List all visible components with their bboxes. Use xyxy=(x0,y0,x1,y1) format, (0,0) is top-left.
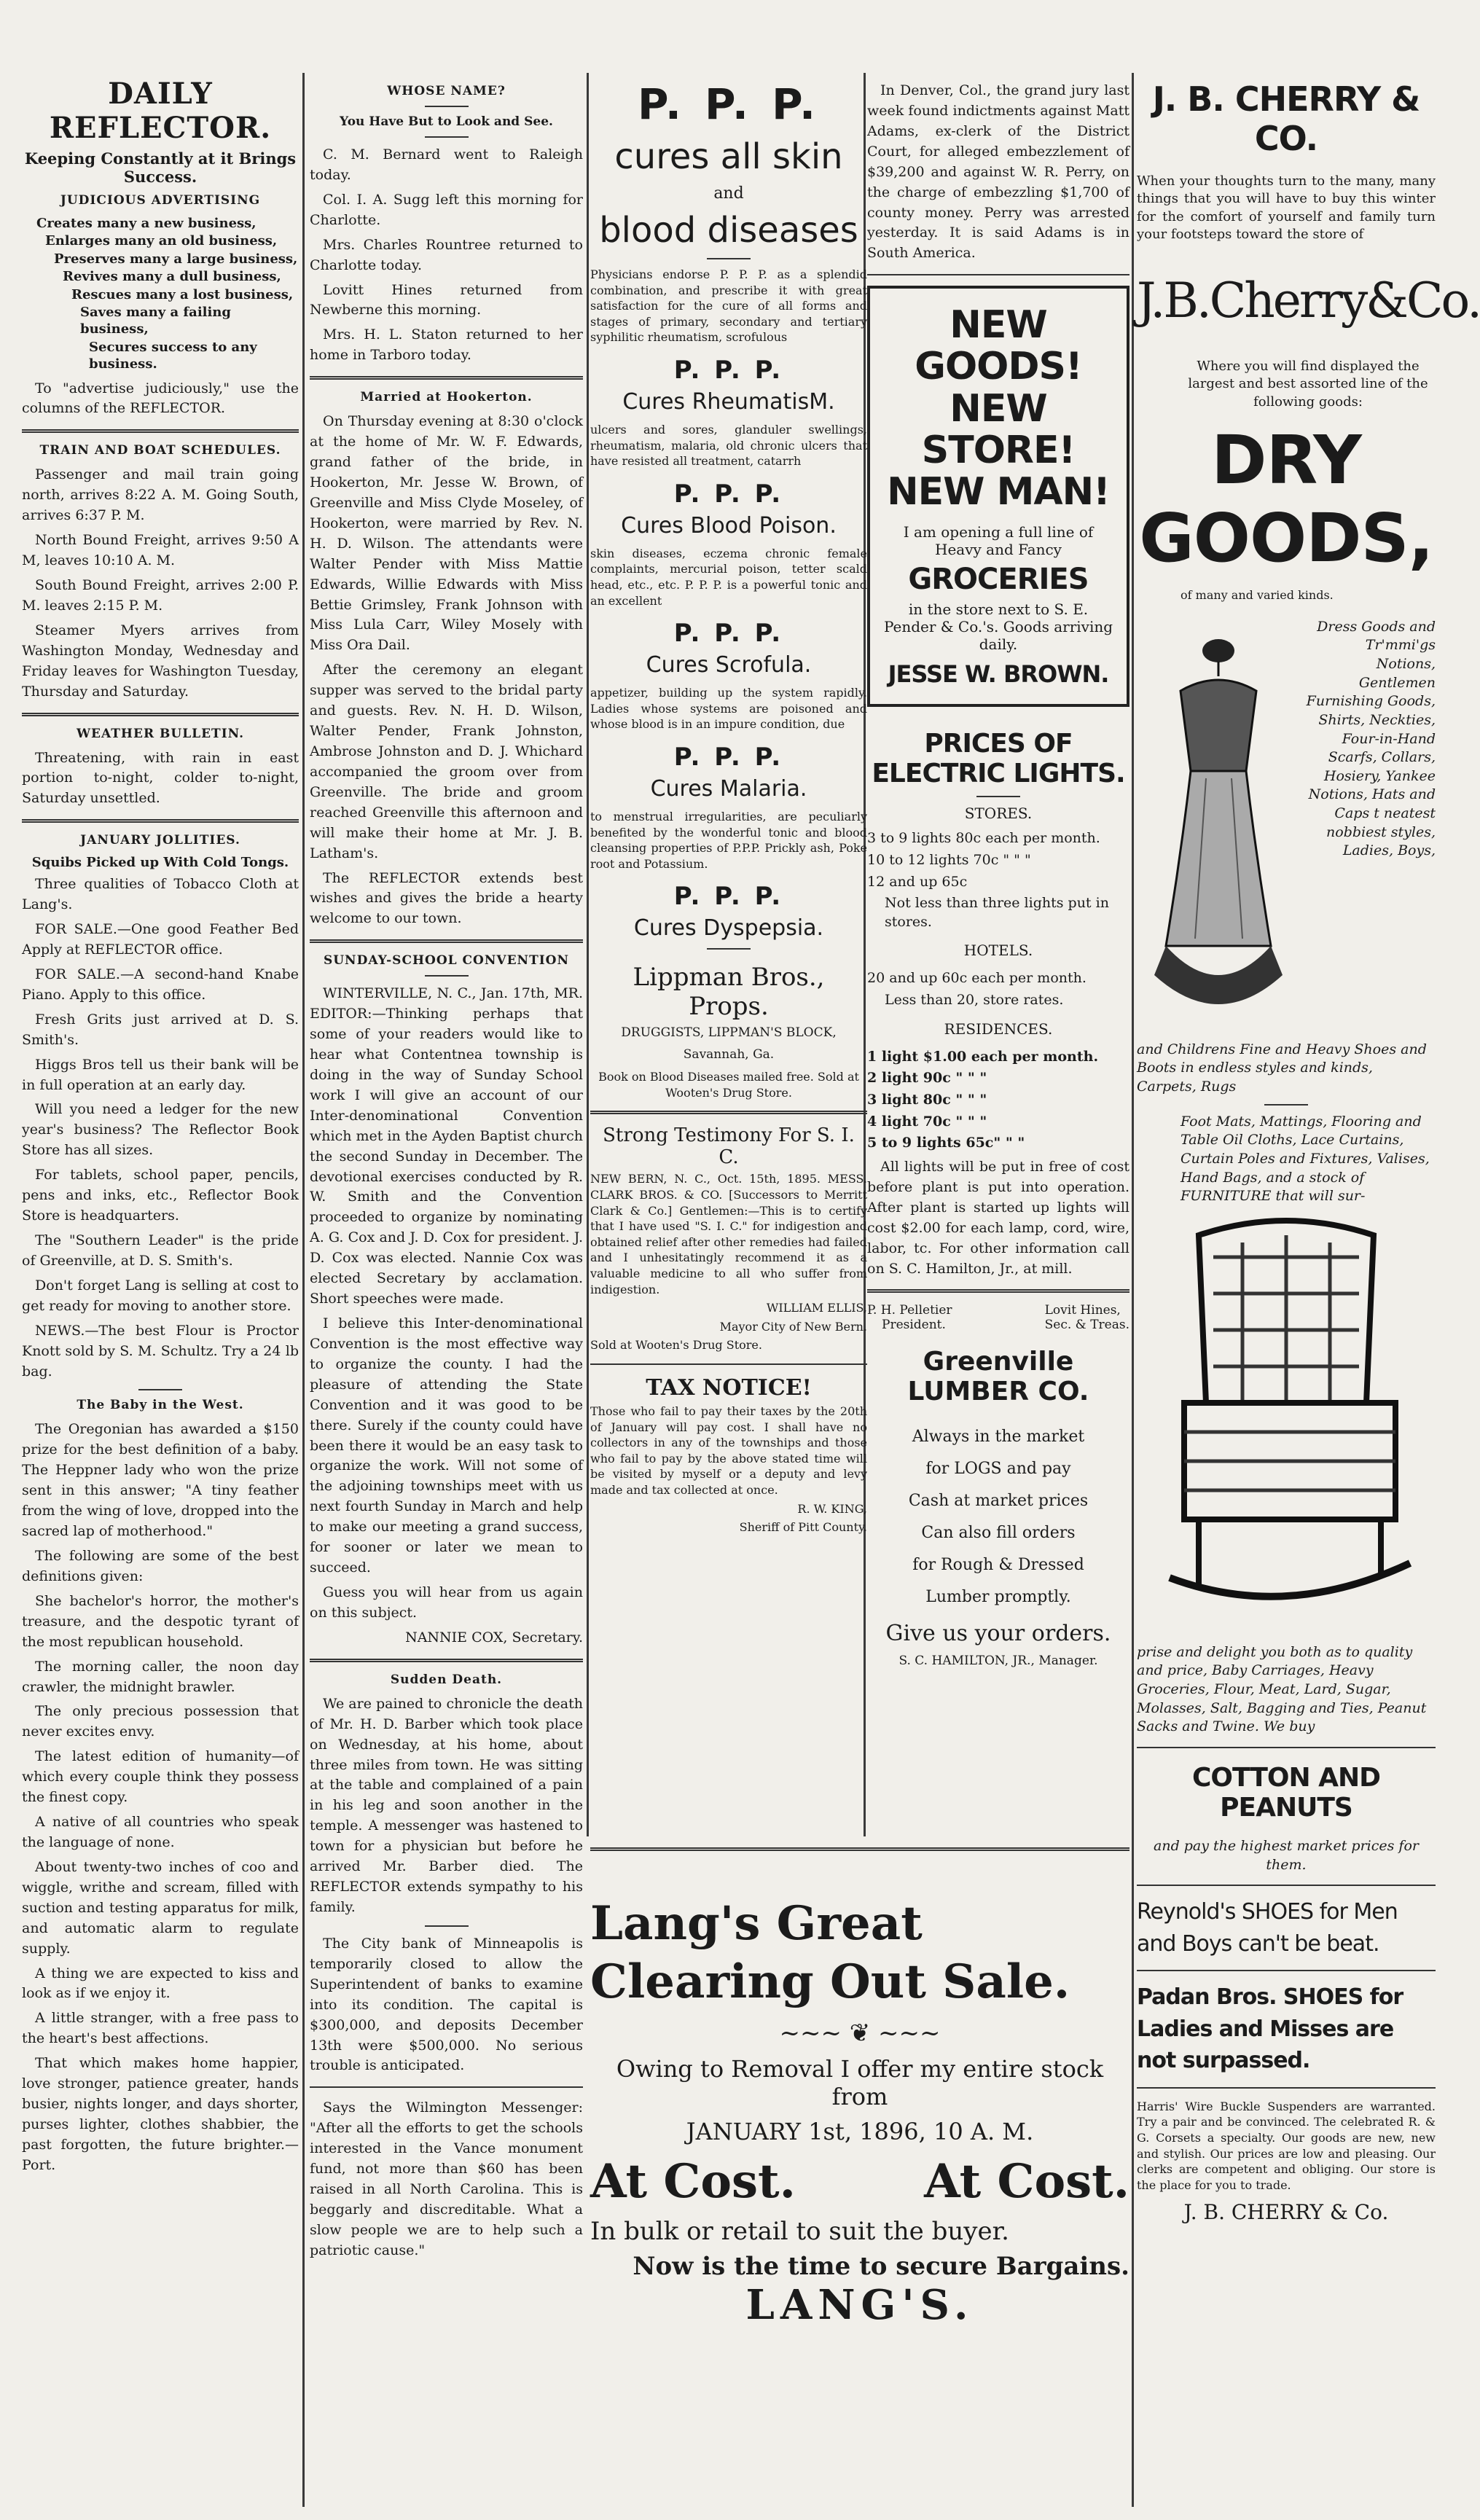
column-rule xyxy=(1132,73,1134,2507)
column-rule xyxy=(587,73,589,1836)
column-2: WHOSE NAME? You Have But to Look and See. C. M. Bernard went to Raleigh today. Col. I. A. Sugg left this morning for Charlotte. Mrs. Charles Rountree returned to Charlotte today. Lovitt Hines returned from Newberne this morning. Mrs. H. L. Staton returned to her home in Tarboro today. Married at Hookerton. On Thursday evening at 8:30 o'clock at the home of Mr. W. F. Edwards, grand father of the bride, in Hookerton, Mr. Jesse W. Brown, of Greenville and Miss Clyde Moseley, of Hookerton, were married by Rev. N. H. D. Wilson. The attendants were Walter Pender with Miss Mattie Edwards, Willie Edwards with Miss Bettie Grimsley, Frank Johnson with Miss Lula Carr, Wiley Mosely with Miss Ora Dail. After the ceremony an elegant supper was served to the bridal party and guests. Rev. N. H. D. Wilson, Walter Pender, Frank Johnston, Ambrose Johnston and D. J. Whichard accompanied the groom over from Greenville. The bride and groom reached Greenville this afternoon and will make their home at Mr. J. B. Latham's. The REFLECTOR extends best wishes and gives the bride a hearty welcome to our town. SUNDAY-SCHOOL CONVENTION WINTERVILLE, N. C., Jan. 17th, MR. EDITOR:—Thinking perhaps that some of your readers would like to hear what Contentnea township is doing in the way of Sunday School work I will give an account of our Inter-denominational Convention which met in the Ayden Baptist church the second Sunday in December. The devotional exercises conducted by R. W. Smith and the Convention proceeded to organize by nominating A. G. Cox and J. D. Cox for president. J. D. Cox was elected. Nannie Cox was elected Secretary by acclamation. Short speeches were made. I believe this Inter-denominational Convention is the most effective way to organize the county. I had the pleasure of attending the State Convention and it was good to be there. Surely if the county could have been there it would be an easy task to organize the work. Will not some of the adjoining townships meet with us next fourth Sunday in March and help to make our meeting a grand success, for sooner or later we mean to succeed. Guess you will hear from us again on this subject. NANNIE COX, Secretary. Sudden Death. We are pained to chronicle the death of Mr. H. D. Barber which took place on Wednesday, at his home, about three miles from town. He was sitting at the table and complained of a pain in his leg and soon another in the temple. A messenger was hastened to town for a physician but before he arrived Mr. Barber died. The REFLECTOR extends sympathy to his family. The City bank of Minneapolis is temporarily closed to allow the Superintendent of banks to examine into its condition. The capital is $300,000, and deposits December 13th were $500,000. No serious trouble is anticipated. Says the Wilmington Messenger: "After all the efforts to get the schools interested in the Vance monument fund, not more than $60 has been raised in all North Carolina. This is beggarly and discreditable. What a slow people we are to help such a patriotic cause." xyxy=(310,84,583,2258)
weather-heading: WEATHER BULLETIN. xyxy=(76,726,245,741)
convention-heading: SUNDAY-SCHOOL CONVENTION xyxy=(323,953,570,969)
advertise-note: To "advertise judiciously," use the columns of the REFLECTOR. xyxy=(22,380,299,417)
jollities-heading: JANUARY JOLLITIES. xyxy=(80,833,240,848)
masthead: DAILY REFLECTOR. xyxy=(49,77,272,145)
married-heading: Married at Hookerton. xyxy=(360,390,533,405)
column-1: DAILY REFLECTOR. Keeping Constantly at it Brings Success. JUDICIOUS ADVERTISING Creates many a new business, Enlarges many an old business, Preserves many a large business, Revives many a dull business, Rescues many a lost business, Saves many a failing business, Secures success to any business. To "advertise judiciously," use the columns of the REFLECTOR. TRAIN AND BOAT SCHEDULES. Passenger and mail train going north, arrives 8:22 A. M. Going South, arrives 6:37 P. M. North Bound Freight, arrives 9:50 A M, leaves 10:10 A. M. South Bound Freight, arrives 2:00 P. M. leaves 2:15 P. M. Steamer Myers arrives from Washington Monday, Wednesday and Friday leaves for Washington Tuesday, Thursday and Saturday. WEATHER BULLETIN. Threatening, with rain in east portion to-night, colder to-night, Saturday unsettled. JANUARY JOLLITIES. Squibs Picked up With Cold Tongs. Three qualities of Tobacco Cloth at Lang's. FOR SALE.—One good Feather Bed Apply at REFLECTOR office. FOR SALE.—A second-hand Knabe Piano. Apply to this office. Fresh Grits just arrived at D. S. Smith's. Higgs Bros tell us their bank will be in full operation at an early day. Will you need a ledger for the new year's business? The Reflector Book Store has all sizes. For tablets, school paper, pencils, pens and inks, etc., Reflector Book Store is headquarters. The "Southern Leader" is the pride of Greenville, at D. S. Smith's. Don't forget Lang is selling at cost to get ready for moving to another store. NEWS.—The best Flour is Proctor Knott sold by S. M. Schultz. Try a 24 lb bag. The Baby in the West. The Oregonian has awarded a $150 prize for the best definition of a baby. The Heppner lady who won the prize sent in this answer; "A tiny feather from the wing of love, dropped into the sacred lap of motherhood." The following are some of the best definitions given: She bachelor's horror, the mother's treasure, and the despotic tyrant of the most republican household. The morning caller, the noon day crawler, the midnight brawler. The only precious possession that never excites envy. The latest edition of humanity—of which every couple think they possess the finest copy. A native of all countries who speak the language of none. About twenty-two inches of coo and wiggle, writhe and scream, filled with suction and testing apparatus for milk, and automatic alarm to regulate supply. A thing we are expected to kiss and look as if we enjoy it. A little stranger, with a free pass to the heart's best affections. That which makes home happier, love stronger, patience greater, hands busier, nights longer, and days shorter, purses lighter, clothes shabbier, the past forgotten, the future brighter.—Port. xyxy=(22,77,299,2173)
rocking-chair-illustration xyxy=(1155,1213,1417,1636)
motto: Keeping Constantly at it Brings Success. xyxy=(24,149,297,186)
judicious-list: Creates many a new business, Enlarges many an old business, Preserves many a large business, Revives many a dull business, Rescues many a lost business, Saves many a failing business, Secures success to any business. xyxy=(36,216,298,372)
baby-heading: The Baby in the West. xyxy=(77,1398,244,1413)
dress-form-illustration xyxy=(1137,625,1304,1033)
new-goods-ad: NEW GOODS! NEW STORE! NEW MAN! I am opening a full line of Heavy and Fancy GROCERIES in the store next to S. E. Pender & Co.'s. Goods arriving daily. JESSE W. BROWN. xyxy=(867,286,1129,707)
whose-heading: WHOSE NAME? xyxy=(387,84,506,98)
judicious-heading: JUDICIOUS ADVERTISING xyxy=(60,193,261,208)
langs-ad: Lang's Great Clearing Out Sale. ~~~ ❦ ~~~ Owing to Removal I offer my entire stock from JANUARY 1st, 1896, 10 A. M. At Cost. At Cost. In bulk or retail to suit the buyer. Now is the time to secure Bargains. LANG'S. xyxy=(590,1847,1129,2329)
lumber-company-name: Greenville LUMBER CO. xyxy=(907,1347,1089,1407)
train-heading: TRAIN AND BOAT SCHEDULES. xyxy=(39,443,281,458)
column-rule xyxy=(302,73,305,2507)
column-4: In Denver, Col., the grand jury last week found indictments against Matt Adams, ex-clerk of the District Court, for alleged embezzlement of $39,200 and against W. R. Perry, on the charge of embezzling $1,700 of county money. Perry was arrested yesterday. It is said Adams is in South America. NEW GOODS! NEW STORE! NEW MAN! I am opening a full line of Heavy and Fancy GROCERIES in the store next to S. E. Pender & Co.'s. Goods arriving daily. JESSE W. BROWN. PRICES OF ELECTRIC LIGHTS. STORES. 3 to 9 lights 80c each per month. 10 to 12 lights 70c " " " 12 and up 65c Not less than three lights put in stores. HOTELS. 20 and up 60c each per month. Less than 20, store rates. RESIDENCES. 1 light $1.00 each per month. 2 light 90c " " " 3 light 80c " " " 4 light 70c " " " 5 to 9 lights 65c" " " All lights will be put in free of cost before plant is put into operation. After plant is started up lights will cost $2.00 for each lamp, cord, wire, labor, tc. For other information call on S. C. Hamilton, Jr., at mill. P. H. Pelletier President. Lovit Hines, Sec. & Treas. Greenville LUMBER CO. Always in the market for LOGS and pay Cash at market prices Can also fill orders for Rough & Dressed Lumber promptly. Give us your orders. S. C. HAMILTON, JR., Manager. xyxy=(867,82,1129,1669)
column-5-cherry-ad: J. B. CHERRY & CO. When your thoughts turn to the many, many things that you will have to buy this winter for the comfort of yourself and family turn your footsteps toward the store of J.B.Cherry&Co. Where you will find displayed the largest and best assorted line of the following goods: DRY GOODS, of many and varied kinds. Dress Goods and Tr'mmi'gs Notions, Gentlemen Furnishing Goods, Shirts, Neckties, Four-in-Hand Scarfs, Collars, Hosiery, Yankee Notions, Hats and Caps t neatest nobbiest styles, Ladies, Boys, and Childrens Fine and Heavy Shoes and Boots in endless styles and kinds, Carpets, Rugs Foot Mats, Mattings, Flooring and Table Oil Cloths, Lace Curtains, Curtain Poles and Fixtures, Valises, Hand Bags, and a stock of FURNITURE that will sur- prise and delight you both as to quality and price, Baby Carriages, Heavy Groceries, Flour, Meat, Lard, Sugar, Molasses, Salt, Bagging and Ties, Peanut Sacks and Twine. We buy COTTON AND PEANUTS and pay the highest market prices for them. Reynold's SHOES for Men and Boys can't be beat. Padan Bros. SHOES for Ladies and Misses are not surpassed. Harris' Wire Buckle Suspenders are warranted. Try a pair and be convinced. The celebrated R. & G. Corsets a specialty. Our goods are new, new and stylish. Our prices are low and pleasing. Our clerks are competent and obliging. Our store is the place for you to trade. J. B. CHERRY & Co. xyxy=(1137,79,1480,2225)
column-3-ppp-ad: P. P. P. cures all skin and blood diseases Physicians endorse P. P. P. as a splendid combination, and prescribe it with great satisfaction for the cure of all forms and stages of primary, secondary and tertiary syphilitic rheumatism, scrofulous P. P. P. Cures RheumatisM. ulcers and sores, glanduler swellings, rheumatism, malaria, old chronic ulcers that have resisted all treatment, catarrh P. P. P. Cures Blood Poison. skin diseases, eczema chronic female complaints, mercurial poison, tetter scald head, etc., etc. P. P. P. is a powerful tonic and an excellent P. P. P. Cures Scrofula. appetizer, building up the system rapidly. Ladies whose systems are poisoned and whose blood is in an impure condition, due P. P. P. Cures Malaria. to menstrual irregularities, are peculiarly benefited by the wonderful tonic and blood cleansing properties of P.P.P. Prickly ash, Poke root and Potassium. P. P. P. Cures Dyspepsia. Lippman Bros., Props. DRUGGISTS, LIPPMAN'S BLOCK, Savannah, Ga. Book on Blood Diseases mailed free. Sold at Wooten's Drug Store. Strong Testimony For S. I. C. NEW BERN, N. C., Oct. 15th, 1895. MESS. CLARK BROS. & CO. [Successors to Merritt Clark & Co.] Gentlemen:—This is to certify that I have used "S. I. C." for indigestion and obtained relief after other remedies had failed and I unhesitatingly recommend it as a valuable medicine to all who suffer from indigestion. WILLIAM ELLIS, Mayor City of New Bern. Sold at Wooten's Drug Store. TAX NOTICE! Those who fail to pay their taxes by the 20th of January will pay cost. I shall have no collectors in any of the townships and those who fail to pay by the above stated time will be visited by myself or a deputy and levy made and tax collected at once. R. W. KING, Sheriff of Pitt County. xyxy=(590,79,867,1535)
death-heading: Sudden Death. xyxy=(390,1672,503,1687)
